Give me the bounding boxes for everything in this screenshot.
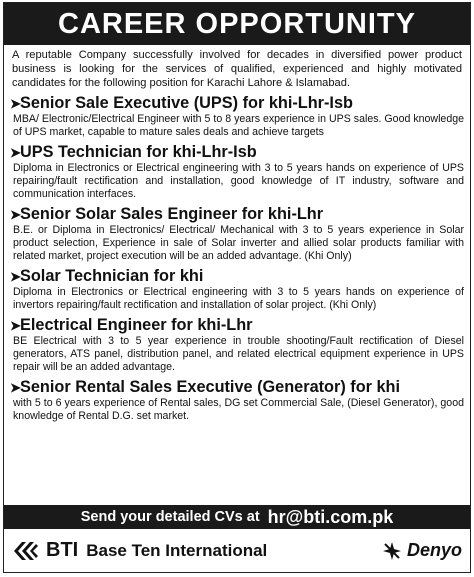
denyo-logo-icon bbox=[381, 540, 403, 562]
job-item bbox=[4, 205, 470, 263]
job-item bbox=[4, 143, 470, 201]
job-item bbox=[4, 267, 470, 312]
arrow-bullet-icon: ➤ bbox=[10, 207, 21, 222]
arrow-bullet-icon: ➤ bbox=[10, 269, 21, 284]
job-description: MBA/ Electronic/Electrical Engineer with 5 to 8 years experience in UPS sales. Good knowledge of UPS market, capable to mature sales deals and achieve targets bbox=[13, 113, 464, 138]
cv-instruction: Send your detailed CVs at bbox=[80, 509, 260, 525]
job-description: with 5 to 6 years experience of Rental sales, DG set Commercial Sale, (Diesel Generator), good knowledge of Rental D.G. set market. bbox=[13, 397, 464, 422]
arrow-bullet-icon: ➤ bbox=[10, 96, 21, 111]
job-item bbox=[4, 316, 470, 374]
job-title bbox=[10, 267, 464, 286]
email-link[interactable]: hr@bti.com.pk bbox=[267, 506, 394, 527]
company-name: Base Ten International bbox=[86, 540, 268, 560]
job-title-text: Senior Rental Sales Executive (Generator) for khi bbox=[20, 378, 401, 396]
partner-brand bbox=[381, 540, 462, 562]
job-title bbox=[10, 378, 464, 397]
job-item bbox=[4, 378, 470, 423]
job-title-text: Senior Sale Executive (UPS) for khi-Lhr-Isb bbox=[20, 94, 353, 112]
job-title-text: Solar Technician for khi bbox=[20, 267, 204, 285]
bti-logo-icon bbox=[12, 539, 40, 563]
partner-name: Denyo bbox=[406, 540, 462, 560]
job-title-text: Electrical Engineer for khi-Lhr bbox=[20, 316, 253, 334]
job-title bbox=[10, 205, 464, 224]
job-description: Diploma in Electronics or Electrical engineering with 3 to 5 years hands on experience of UPS repairing/fault rectification and installation, good knowledge of IT industry, software and communication interfaces. bbox=[13, 162, 464, 200]
job-description: BE Electrical with 3 to 5 year experience in trouble shooting/Fault rectification of Diesel generators, ATS panel, distribution panel, and related electrical equipment experience in UPS repair will be an added advantage. bbox=[13, 335, 464, 373]
arrow-bullet-icon: ➤ bbox=[10, 318, 21, 333]
intro-text: A reputable Company successfully involved for decades in diversified power product business is looking for the services of qualified, experienced and highly motivated candidates for the following position for Karachi Lahore & Islamabad. bbox=[12, 49, 462, 89]
arrow-bullet-icon: ➤ bbox=[10, 380, 21, 395]
job-description: B.E. or Diploma in Electronics/ Electrical/ Mechanical with 3 to 5 years experience in Solar product selection, Experience in sale of Solar inverter and allied solar products familiar with related market, project execution will be an added advantage. (Khi Only) bbox=[13, 224, 464, 262]
page-title: CAREER OPPORTUNITY bbox=[4, 3, 470, 45]
cv-banner bbox=[4, 505, 470, 529]
arrow-bullet-icon: ➤ bbox=[10, 145, 21, 160]
footer bbox=[4, 529, 470, 572]
job-title bbox=[10, 143, 464, 162]
job-title bbox=[10, 316, 464, 335]
job-title bbox=[10, 94, 464, 113]
job-title-text: Senior Solar Sales Engineer for khi-Lhr bbox=[20, 205, 324, 223]
company-brand bbox=[12, 539, 267, 563]
company-abbr: BTI bbox=[46, 539, 79, 561]
job-item bbox=[4, 94, 470, 139]
job-title-text: UPS Technician for khi-Lhr-Isb bbox=[20, 143, 257, 161]
career-ad bbox=[3, 2, 471, 573]
job-description: Diploma in Electronics or Electrical engineering with 3 to 5 years hands on experience of invertors repairing/fault rectification and installation of solar project. (Khi Only) bbox=[13, 286, 464, 311]
